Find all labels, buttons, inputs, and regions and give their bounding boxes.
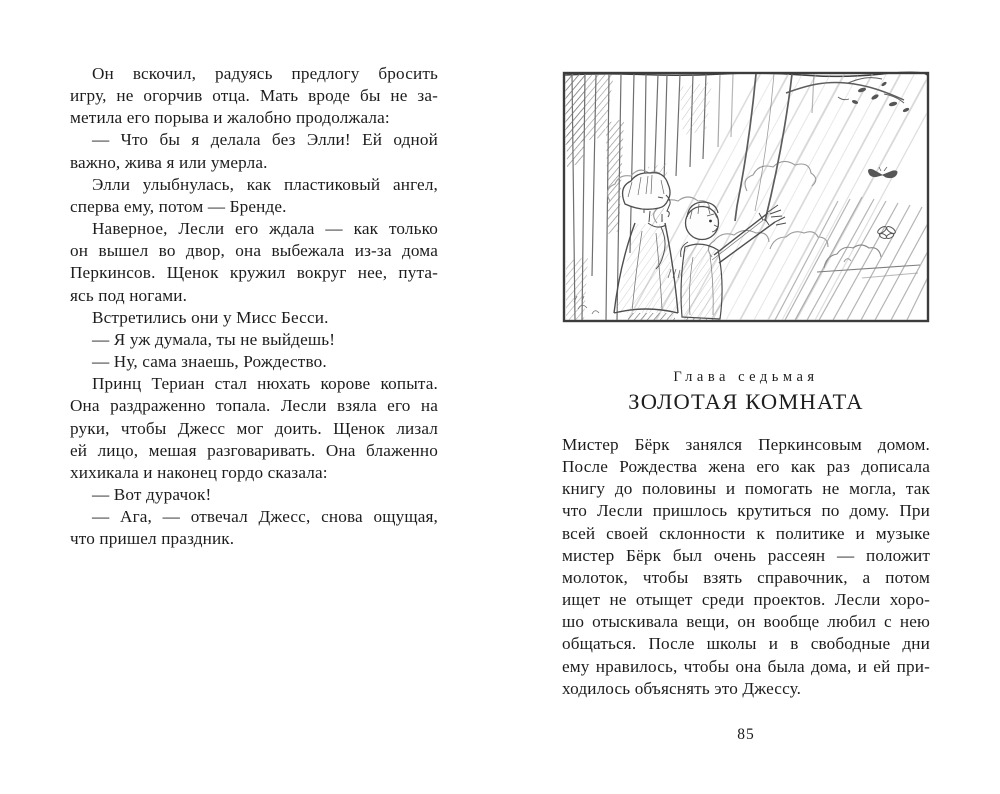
text-line: — Вот дурачок!	[92, 484, 212, 504]
text-line: Она раздраженно топала. Лесли взяла его на	[70, 396, 438, 416]
text-line: Перкинсов. Щенок кружил вокруг нее, пута-	[70, 263, 438, 283]
left-page-text	[70, 63, 438, 550]
text-line: мистер Бёрк был очень рассеян — положит	[562, 545, 930, 565]
text-line: Элли улыбнулась, как пластиковый ангел,	[92, 174, 438, 194]
chapter-title: ЗОЛОТАЯ КОМНАТА	[628, 389, 864, 414]
text-line: Встретились они у Мисс Бесси.	[92, 307, 329, 327]
text-line: ей лицо, мешая разговаривать. Она блаженно	[70, 440, 438, 460]
text-line: ищет не отыщет среди проектов. Лесли хоро-	[562, 590, 930, 610]
text-line: Наверное, Лесли его ждала — как только	[92, 219, 438, 239]
text-line: — Ну, сама знаешь, Рождество.	[92, 352, 327, 372]
text-line: — Что бы я делала без Элли! Ей одной	[92, 130, 438, 150]
text-line: Мистер Бёрк занялся Перкинсовым домом.	[562, 435, 930, 454]
text-line: шо отыскивала вещи, он вообще любил с нею	[562, 612, 930, 632]
chapter-illustration	[562, 71, 930, 323]
text-line: важно, жива я или умерла.	[70, 152, 268, 172]
forest-sketch-drawing	[562, 71, 930, 323]
text-line: что Лесли пришлось крутиться по дому. При	[562, 501, 930, 521]
text-line: общаться. После школы и в свободные дни	[562, 634, 930, 654]
page-number: 85	[737, 726, 755, 743]
text-line: Он вскочил, радуясь предлогу бросить	[92, 64, 438, 83]
chapter-label: Глава седьмая	[673, 369, 819, 385]
right-page-text	[562, 434, 930, 700]
text-line: ходилось объяснять это Джессу.	[562, 678, 802, 698]
text-line: игру, не огорчив отца. Мать вроде бы не за-	[70, 86, 438, 106]
text-line: всей своей склонности к политике и музыке	[562, 523, 930, 543]
text-line: книгу до половины и помогать не могла, так	[562, 479, 930, 499]
text-line: руки, чтобы Джесс мог доить. Щенок лизал	[70, 418, 438, 438]
text-line: что пришел праздник.	[70, 529, 235, 549]
text-line: — Ага, — отвечал Джесс, снова ощущая,	[92, 507, 438, 527]
text-line: — Я уж думала, ты не выйдешь!	[92, 329, 336, 349]
text-line: После Рождества жена его как раз дописала	[562, 457, 930, 477]
text-line: ясь под ногами.	[70, 285, 188, 305]
text-line: он вышел во двор, она выбежала из-за дома	[70, 241, 438, 261]
text-line: метила его порыва и жалобно продолжала:	[70, 108, 390, 128]
text-line: ему нравилось, чтобы она была дома, и ей при-	[562, 656, 930, 676]
text-line: хихикала и наконец гордо сказала:	[70, 462, 328, 482]
text-line: молоток, чтобы взять справочник, а потом	[562, 567, 930, 587]
text-line: Принц Териан стал нюхать корове копыта.	[92, 374, 438, 394]
text-line: сперва ему, потом — Бренде.	[70, 196, 287, 216]
